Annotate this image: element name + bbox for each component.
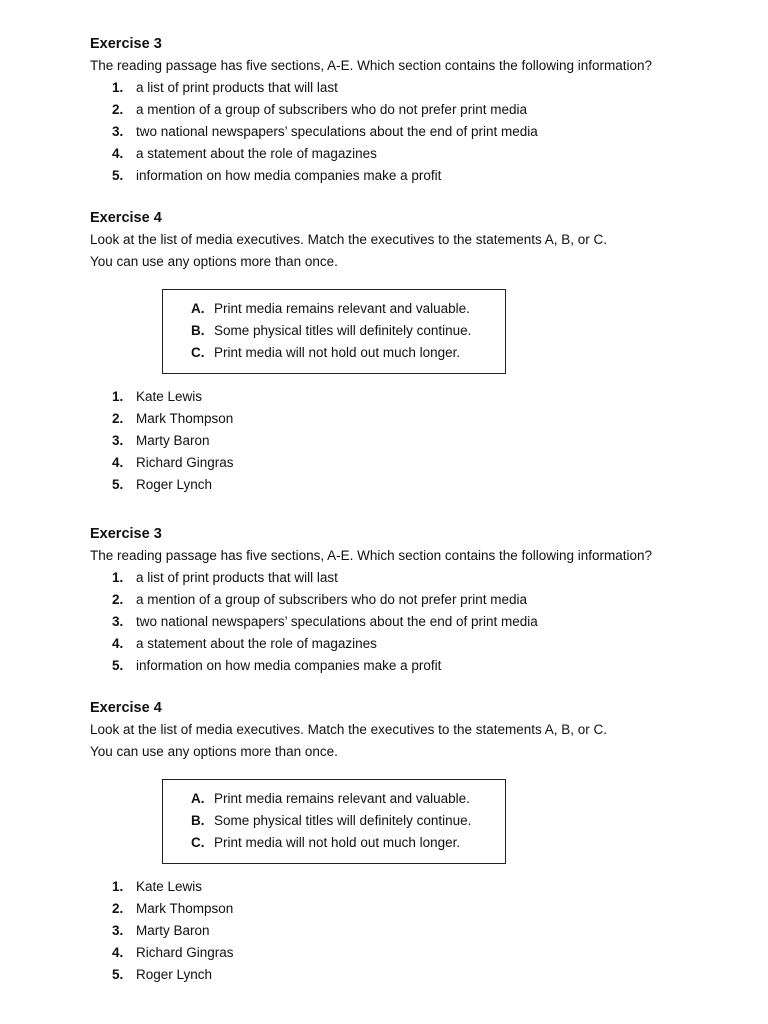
option-letter: A. — [191, 301, 205, 316]
executive-name: Roger Lynch — [136, 477, 213, 492]
exercise-4-title: Exercise 4 — [90, 700, 162, 716]
statement-option — [163, 342, 505, 364]
item-number: 2. — [112, 102, 124, 117]
option-text: Some physical titles will definitely continue. — [214, 323, 472, 338]
list-item — [90, 99, 730, 121]
list-item — [90, 408, 730, 430]
item-number: 1. — [112, 389, 124, 404]
item-number: 2. — [112, 901, 124, 916]
statement-option — [163, 298, 505, 320]
list-item — [90, 942, 730, 964]
item-number: 3. — [112, 124, 124, 139]
item-number: 2. — [112, 592, 124, 607]
option-letter: B. — [191, 323, 205, 338]
item-number: 2. — [112, 411, 124, 426]
executive-name: Richard Gingras — [136, 455, 234, 470]
item-number: 5. — [112, 477, 124, 492]
list-item — [90, 964, 730, 986]
item-text: a list of print products that will last — [136, 80, 338, 95]
option-letter: A. — [191, 791, 205, 806]
item-text: two national newspapers’ speculations about the end of print media — [136, 124, 538, 139]
executive-name: Mark Thompson — [136, 411, 234, 426]
item-number: 1. — [112, 570, 124, 585]
option-letter: C. — [191, 835, 205, 850]
executive-name: Roger Lynch — [136, 967, 213, 982]
option-text: Some physical titles will definitely continue. — [214, 813, 472, 828]
option-text: Print media remains relevant and valuable. — [214, 791, 470, 806]
exercise-4-instruction-line-1: Look at the list of media executives. Match the executives to the statements A, B, or C. — [90, 722, 608, 737]
exercise-4-section — [90, 207, 730, 496]
item-number: 3. — [112, 614, 124, 629]
item-number: 5. — [112, 967, 124, 982]
exercise-3-section — [90, 33, 730, 187]
item-text: a statement about the role of magazines — [136, 636, 377, 651]
statement-option — [163, 788, 505, 810]
executive-name: Marty Baron — [136, 923, 210, 938]
exercise-4-instruction-line-2: You can use any options more than once. — [90, 254, 338, 269]
option-text: Print media will not hold out much longer. — [214, 835, 461, 850]
exercise-3-question-list — [90, 567, 730, 677]
list-item — [90, 430, 730, 452]
item-text: a mention of a group of subscribers who do not prefer print media — [136, 592, 527, 607]
list-item — [90, 589, 730, 611]
list-item — [90, 611, 730, 633]
statement-options-box — [162, 289, 506, 374]
executive-list — [90, 386, 730, 496]
executive-name: Richard Gingras — [136, 945, 234, 960]
item-text: information on how media companies make a profit — [136, 168, 442, 183]
item-number: 5. — [112, 168, 124, 183]
statement-option — [163, 832, 505, 854]
list-item — [90, 567, 730, 589]
exercise-3-title: Exercise 3 — [90, 526, 162, 542]
executive-name: Kate Lewis — [136, 389, 203, 404]
statement-options-box — [162, 779, 506, 864]
item-text: a list of print products that will last — [136, 570, 338, 585]
option-letter: C. — [191, 345, 205, 360]
exercise-4-instruction-line-2: You can use any options more than once. — [90, 744, 338, 759]
item-number: 3. — [112, 923, 124, 938]
exercise-3-title: Exercise 3 — [90, 36, 162, 52]
executive-list — [90, 876, 730, 986]
list-item — [90, 920, 730, 942]
list-item — [90, 165, 730, 187]
list-item — [90, 77, 730, 99]
item-text: a statement about the role of magazines — [136, 146, 377, 161]
statement-option — [163, 320, 505, 342]
exercise-3-section — [90, 523, 730, 677]
exercise-4-title: Exercise 4 — [90, 210, 162, 226]
executive-name: Marty Baron — [136, 433, 210, 448]
list-item — [90, 898, 730, 920]
option-text: Print media will not hold out much longer. — [214, 345, 461, 360]
exercise-3-instruction: The reading passage has five sections, A-E. Which section contains the following information? — [90, 548, 653, 563]
item-number: 1. — [112, 879, 124, 894]
exercise-3-question-list — [90, 77, 730, 187]
list-item — [90, 474, 730, 496]
item-number: 4. — [112, 455, 124, 470]
list-item — [90, 452, 730, 474]
item-text: two national newspapers’ speculations about the end of print media — [136, 614, 538, 629]
executive-name: Kate Lewis — [136, 879, 203, 894]
item-number: 5. — [112, 658, 124, 673]
item-number: 4. — [112, 636, 124, 651]
item-number: 3. — [112, 433, 124, 448]
item-text: a mention of a group of subscribers who do not prefer print media — [136, 102, 527, 117]
exercise-4-instruction-line-1: Look at the list of media executives. Match the executives to the statements A, B, or C. — [90, 232, 608, 247]
item-text: information on how media companies make a profit — [136, 658, 442, 673]
item-number: 4. — [112, 146, 124, 161]
option-text: Print media remains relevant and valuable. — [214, 301, 470, 316]
executive-name: Mark Thompson — [136, 901, 234, 916]
item-number: 1. — [112, 80, 124, 95]
list-item — [90, 876, 730, 898]
list-item — [90, 633, 730, 655]
list-item — [90, 121, 730, 143]
list-item — [90, 386, 730, 408]
list-item — [90, 143, 730, 165]
list-item — [90, 655, 730, 677]
exercise-4-section — [90, 697, 730, 986]
option-letter: B. — [191, 813, 205, 828]
statement-option — [163, 810, 505, 832]
item-number: 4. — [112, 945, 124, 960]
exercise-3-instruction: The reading passage has five sections, A-E. Which section contains the following information? — [90, 58, 653, 73]
